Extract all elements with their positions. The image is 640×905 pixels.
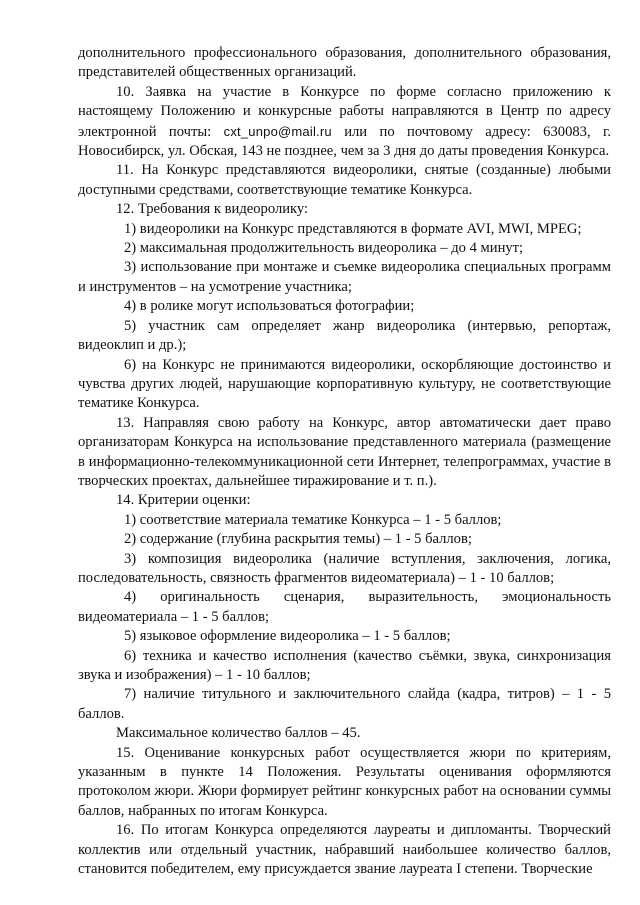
paragraph-10-text-b: или по почтовому адресу: 630083, г. Новосибирск, ул. Обская, 143 не позднее, чем за 3 дня до даты проведения Конкурса. bbox=[78, 123, 611, 160]
paragraph-10-text-a: 10. Заявка на участие в Конкурсе по форме согласно приложению к настоящему Положению и конкурсные работы направляются в Центр по адресу электронной почты: bbox=[78, 83, 611, 140]
paragraph-10 bbox=[78, 83, 611, 162]
criterion-item-5: 5) языковое оформление видеоролика – 1 - 5 баллов; bbox=[124, 628, 451, 645]
document-page bbox=[78, 44, 611, 879]
paragraph-12-heading: 12. Требования к видеоролику: bbox=[116, 201, 309, 218]
paragraph-16: 16. По итогам Конкурса определяются лауреаты и дипломанты. Творческий коллектив или отдельный участник, набравший наибольшее количество баллов, становится победителем, ему присуждается звание лауреата I степени. Творческие bbox=[78, 822, 611, 878]
paragraph-11: 11. На Конкурс представляются видеоролики, снятые (созданные) любыми доступными средствами, соответствующие тематике Конкурса. bbox=[78, 162, 611, 198]
requirement-item-2: 2) максимальная продолжительность видеоролика – до 4 минут; bbox=[124, 240, 524, 257]
criterion-item-6: 6) техника и качество исполнения (качество съёмки, звука, синхронизация звука и изображения) – 1 - 10 баллов; bbox=[78, 647, 611, 683]
criterion-item-4: 4) оригинальность сценария, выразительность, эмоциональность видеоматериала – 1 - 5 баллов; bbox=[78, 589, 611, 625]
requirement-item-4: 4) в ролике могут использоваться фотографии; bbox=[124, 298, 415, 315]
requirement-item-6: 6) на Конкурс не принимаются видеоролики, оскорбляющие достоинство и чувства других людей, нарушающие корпоративную культуру, не соответствующие тематике Конкурса. bbox=[78, 356, 611, 412]
criterion-item-3: 3) композиция видеоролика (наличие вступления, заключения, логика, последовательность, связность фрагментов видеоматериала) – 1 - 10 баллов; bbox=[78, 550, 611, 586]
paragraph-13: 13. Направляя свою работу на Конкурс, автор автоматически дает право организаторам Конкурса на использование представленного материала (размещение в информационно-телекоммуникационной сети Интернет, телепрограммах, участие в творческих проектах, дальнейшее тиражирование и т. п.). bbox=[78, 414, 611, 489]
max-score-line: Максимальное количество баллов – 45. bbox=[116, 725, 361, 742]
criterion-item-2: 2) содержание (глубина раскрытия темы) – 1 - 5 баллов; bbox=[124, 531, 472, 548]
requirement-item-3: 3) использование при монтаже и съемке видеоролика специальных программ и инструментов – на усмотрение участника; bbox=[78, 259, 611, 295]
criterion-item-7: 7) наличие титульного и заключительного слайда (кадра, титров) – 1 - 5 баллов. bbox=[78, 686, 611, 722]
criterion-item-1: 1) соответствие материала тематике Конкурса – 1 - 5 баллов; bbox=[124, 511, 502, 528]
requirement-item-1: 1) видеоролики на Конкурс представляются в формате AVI, MWI, MPEG; bbox=[124, 220, 582, 237]
email-address: cxt_unpo@mail.ru bbox=[223, 123, 332, 139]
paragraph-15: 15. Оценивание конкурсных работ осуществляется жюри по критериям, указанным в пункте 14 Положения. Результаты оценивания оформляются протоколом жюри. Жюри формирует рейтинг конкурсных работ на основании суммы баллов, набранных по итогам Конкурса. bbox=[78, 744, 611, 819]
paragraph-continuation: дополнительного профессионального образования, дополнительного образования, представителей общественных организаций. bbox=[78, 45, 611, 81]
paragraph-14-heading: 14. Критерии оценки: bbox=[116, 492, 251, 509]
requirement-item-5: 5) участник сам определяет жанр видеоролика (интервью, репортаж, видеоклип и др.); bbox=[78, 317, 611, 354]
